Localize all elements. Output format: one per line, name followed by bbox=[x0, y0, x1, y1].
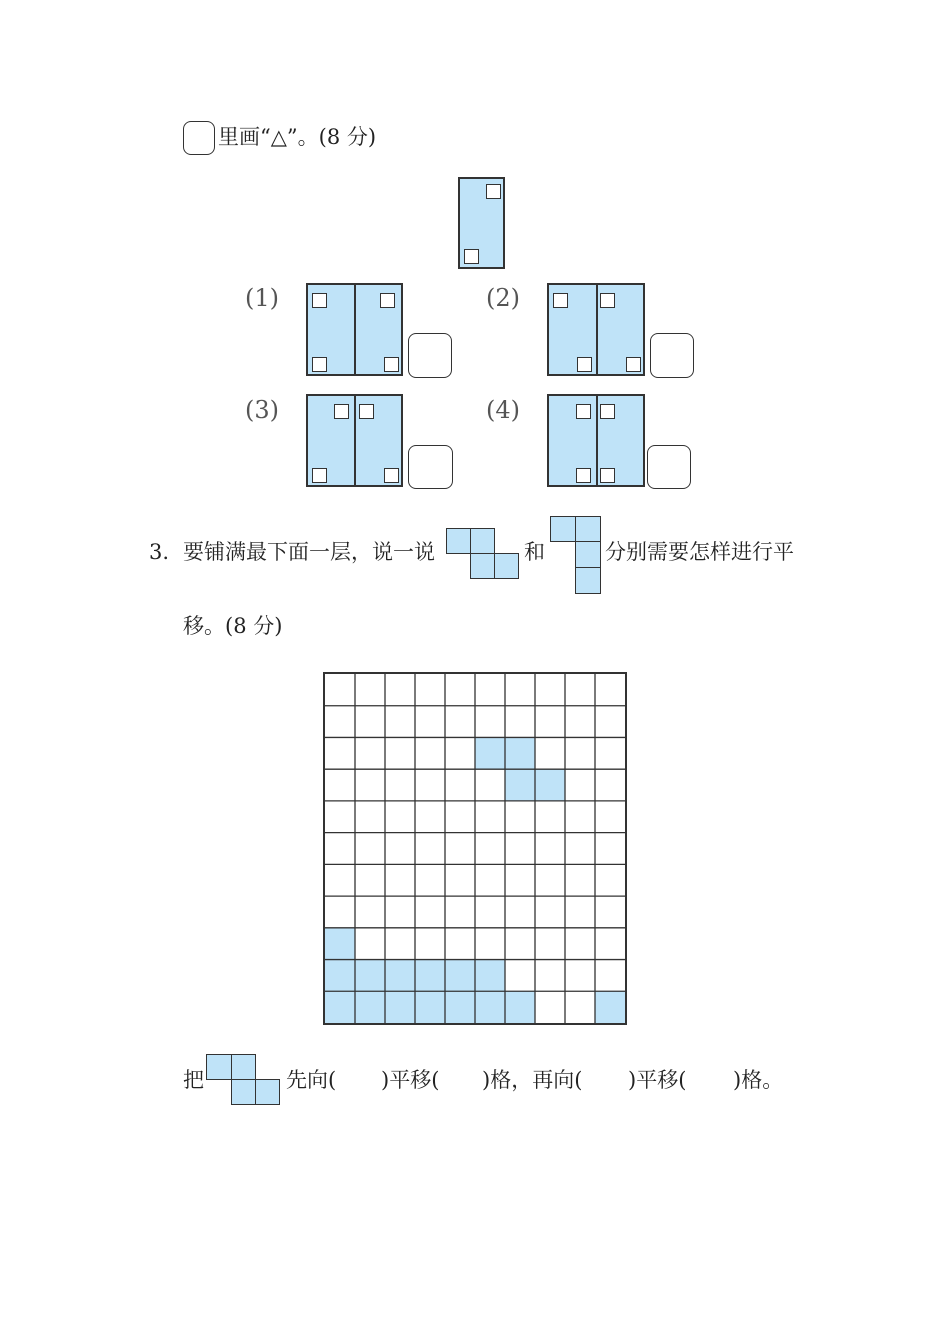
option-4-label: (4) bbox=[486, 396, 520, 424]
option-4-answer-box[interactable] bbox=[647, 445, 691, 489]
q3-text-line2: 移。(8 分) bbox=[183, 614, 283, 638]
z-piece-cell bbox=[446, 528, 471, 554]
fold-line bbox=[354, 285, 356, 374]
small-square bbox=[334, 404, 349, 419]
option-1-answer-box[interactable] bbox=[408, 333, 452, 378]
answer-seg-4: )平移( bbox=[628, 1068, 687, 1092]
tiling-grid bbox=[323, 672, 627, 1025]
option-1-figure bbox=[306, 283, 403, 376]
reference-net bbox=[458, 177, 505, 269]
small-square bbox=[600, 293, 615, 308]
z-piece-cell bbox=[206, 1054, 232, 1080]
z-piece-cell bbox=[470, 553, 495, 579]
small-square bbox=[359, 404, 374, 419]
option-2-answer-box[interactable] bbox=[650, 333, 694, 378]
l-piece-cell bbox=[550, 516, 576, 542]
z-piece-cell bbox=[470, 528, 495, 554]
answer-box-example bbox=[183, 121, 215, 155]
option-2-label: (2) bbox=[486, 284, 520, 312]
fold-line bbox=[354, 396, 356, 485]
small-square bbox=[312, 293, 327, 308]
option-2-figure bbox=[547, 283, 645, 376]
fold-line bbox=[596, 396, 598, 485]
grid-lines bbox=[325, 674, 625, 1023]
z-piece-cell bbox=[231, 1054, 256, 1080]
option-3-answer-box[interactable] bbox=[408, 445, 453, 489]
option-3-label: (3) bbox=[245, 396, 279, 424]
option-4-figure bbox=[547, 394, 645, 487]
small-square bbox=[576, 404, 591, 419]
l-piece-cell bbox=[575, 541, 601, 568]
z-piece-cell bbox=[494, 553, 519, 579]
answer-seg-1: 先向( bbox=[286, 1068, 337, 1092]
answer-seg-2: )平移( bbox=[381, 1068, 440, 1092]
answer-prefix: 把 bbox=[183, 1068, 204, 1092]
small-square bbox=[384, 357, 399, 372]
small-square bbox=[626, 357, 641, 372]
small-square bbox=[576, 468, 591, 483]
q3-text-part2: 分别需要怎样进行平 bbox=[605, 540, 794, 564]
l-piece-cell bbox=[575, 567, 601, 594]
small-square bbox=[384, 468, 399, 483]
z-piece-cell bbox=[231, 1079, 256, 1105]
answer-seg-5: )格。 bbox=[733, 1068, 784, 1092]
answer-seg-3: )格，再向( bbox=[482, 1068, 583, 1092]
q3-number: 3. bbox=[149, 540, 170, 564]
small-square bbox=[312, 357, 327, 372]
small-square bbox=[380, 293, 395, 308]
q3-text-part1: 要铺满最下面一层，说一说 bbox=[183, 540, 435, 564]
q2-instruction: 里画“△”。(8 分) bbox=[218, 125, 377, 149]
small-square bbox=[600, 468, 615, 483]
q3-text-and: 和 bbox=[524, 540, 545, 564]
small-square bbox=[464, 249, 479, 264]
l-piece-cell bbox=[575, 516, 601, 542]
z-piece-cell bbox=[255, 1079, 280, 1105]
small-square bbox=[553, 293, 568, 308]
small-square bbox=[486, 184, 501, 199]
option-1-label: (1) bbox=[245, 284, 279, 312]
small-square bbox=[312, 468, 327, 483]
fold-line bbox=[596, 285, 598, 374]
small-square bbox=[600, 404, 615, 419]
option-3-figure bbox=[306, 394, 403, 487]
small-square bbox=[577, 357, 592, 372]
